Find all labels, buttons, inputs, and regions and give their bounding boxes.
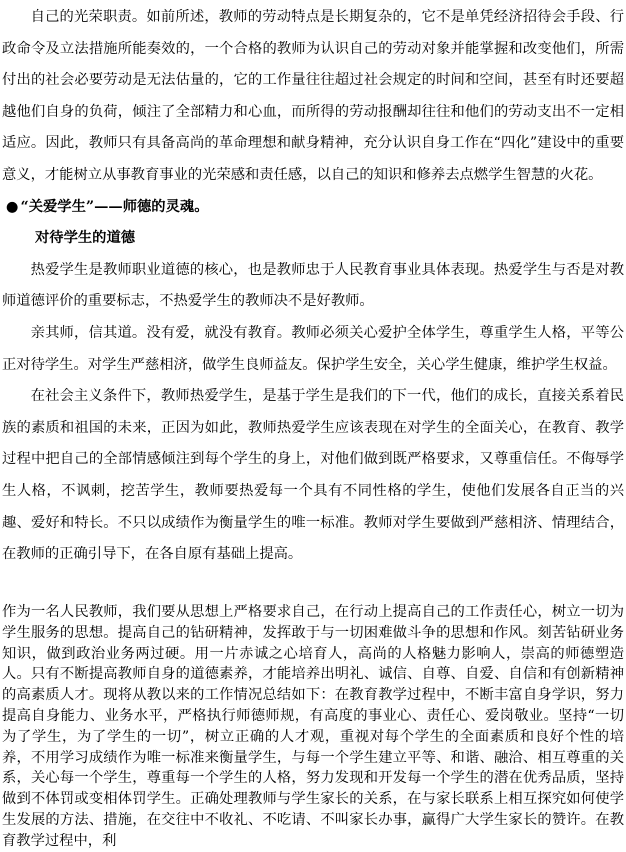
bullet-icon: ● <box>6 198 19 215</box>
paragraph-socialism: 在社会主义条件下，教师热爱学生，是基于学生是我们的下一代，他们的成长，直接关系着民族的素质和祖国的未来，正因为如此，教师热爱学生应该表现在对学生的全面关心，在教育、教学过程中把自己的全部情感倾注到每个学生的身上，对他们做到既严格要求，又尊重信任。不侮辱学生人格，不讽刺，挖苦学生，教师要热爱每一个具有不同性格的学生，使他们发展各自正当的兴趣、爱好和特长。不只以成绩作为衡量学生的唯一标准。教师对学生要做到严慈相济、情理结合，在教师的正确引导下，在各自原有基础上提高。 <box>2 388 624 563</box>
upper-section <box>2 2 624 571</box>
sub-heading: 对待学生的道德 <box>35 230 136 247</box>
paragraph-love-students: 热爱学生是教师职业道德的核心，也是教师忠于人民教育事业具体表现。热爱学生与否是对教师道德评价的重要标志，不热爱学生的教师决不是好教师。 <box>2 261 624 310</box>
paragraph-duty: 自己的光荣职责。如前所述，教师的劳动特点是长期复杂的，它不是单凭经济招待会手段、行政命令及立法措施所能奏效的，一个合格的教师为认识自己的劳动对象并能掌握和改变他们，所需付出的社会必要劳动是无法估量的，它的工作量往往超过社会规定的时间和空间，甚至有时还要超越他们自身的负荷，倾注了全部精力和心血，而所得的劳动报酬却往往和他们的劳动支出不一定相适应。因此，教师只有具备高尚的革命理想和献身精神，充分认识自身工作在“四化”建设中的重要意义，才能树立从事教育事业的光荣感和责任感，以自己的知识和修养去点燃学生智慧的火花。 <box>2 9 624 183</box>
paragraph-summary: 作为一名人民教师，我们要从思想上严格要求自己，在行动上提高自己的工作责任心，树立一切为学生服务的思想。提高自己的钻研精神，发挥敢于与一切困难做斗争的思想和作风。刻苦钻研业务知识，做到政治业务两过硬。用一片赤诚之心培育人，高尚的人格魅力影响人，崇高的师德塑造人。只有不断提高教师自身的道德素养，才能培养出明礼、诚信、自尊、自爱、自信和有创新精神的高素质人才。现将从教以来的工作情况总结如下：在教育教学过程中，不断丰富自身学识，努力提高自身能力、业务水平，严格执行师德师规，有高度的事业心、责任心、爱岗敬业。坚持“一切为了学生，为了学生的一切”，树立正确的人才观，重视对每个学生的全面素质和良好个性的培养，不用学习成绩作为唯一标准来衡量学生，与每一个学生建立平等、和谐、融洽、相互尊重的关系，关心每一个学生，尊重每一个学生的人格，努力发现和开发每一个学生的潜在优秀品质，坚持做到不体罚或变相体罚学生。正确处理教师与学生家长的关系，在与家长联系上相互探究如何使学生发展的方法、措施，在交往中不收礼、不吃请、不叫家长办事，赢得广大学生家长的赞许。在教育教学过程中，利 <box>2 604 624 849</box>
section-heading <box>2 192 624 224</box>
section-heading-text: “关爱学生”——师德的灵魂。 <box>20 198 209 215</box>
paragraph-trust-teacher: 亲其师，信其道。没有爱，就没有教育。教师必须关心爱护全体学生，尊重学生人格，平等公正对待学生。对学生严慈相济，做学生良师益友。保护学生安全，关心学生健康，维护学生权益。 <box>2 324 624 373</box>
lower-section <box>2 602 624 852</box>
